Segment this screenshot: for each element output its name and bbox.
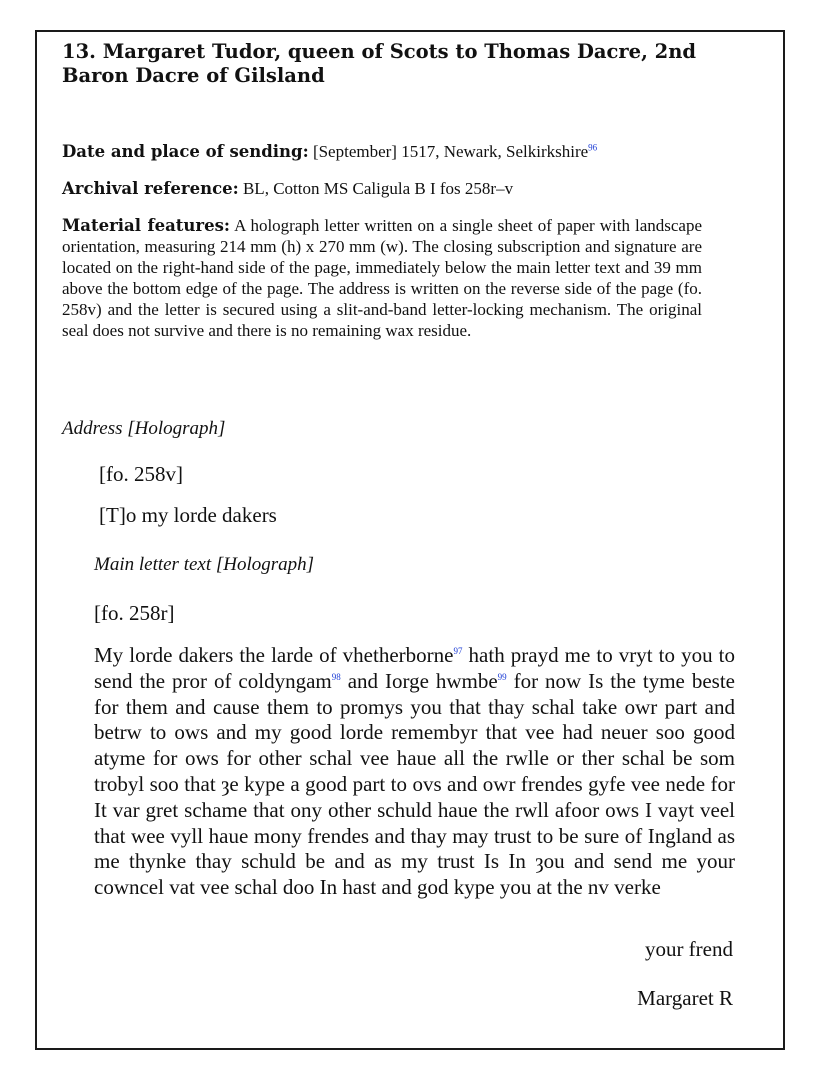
closing-subscription: your frend (644, 937, 733, 961)
address-heading: Address [Holograph] (62, 418, 226, 439)
features-value: A holograph letter written on a single sheet of paper with landscape orientation, measuring 214 mm (h) x 270 mm (w). The closing subscription and signature are located on the right-hand side of the page, immediately below the main letter text and 39 mm above the bottom edge of the page. The address is written on the reverse side of the page (fo. 258v) and the letter is secured using a slit-and-band letter-locking mechanism. The original seal does not survive and there is no remaining wax residue. (62, 216, 702, 340)
archive-value: BL, Cotton MS Caligula B I fos 258r–v (242, 179, 514, 198)
date-and-place (62, 141, 702, 162)
letter-text-segment: hath prayd me to vryt to you to send the pror of coldyngam (94, 643, 735, 693)
date-value: [September] 1517, Newark, Selkirkshire (312, 142, 589, 161)
address-folio: [fo. 258v] (99, 462, 183, 486)
main-letter-folio: [fo. 258r] (94, 601, 175, 625)
footnote-ref-97[interactable]: 97 (453, 646, 463, 656)
features-label: Material features: (62, 216, 230, 235)
letter-text-segment: My lorde dakers the larde of vhetherborne (94, 643, 454, 667)
footnote-ref-98[interactable]: 98 (331, 671, 341, 682)
address-text: [T]o my lorde dakers (99, 503, 277, 527)
signature: Margaret R (637, 986, 733, 1010)
letter-text-segment: for now Is the tyme beste for them and cause them to promys you that thay schal take owr part and betrw to ows and my good lorde remembyr that vee had neuer soo good atyme for ows for other schal vee haue all the rwlle or ther schal be som trobyl soo that ȝe kype a good part to ovs and owr frendes gyfe vee nede for It var gret schame that ony other schuld haue the rwll afoor ows I vayt veel that wee vyll haue mony frendes and thay may trust to be sure of Ingland as me thynke thay schuld be and as my trust Is In ȝou and send me your cowncel vat vee schal doo In hast and god kype you at the nv verke (94, 668, 735, 900)
archival-reference (62, 178, 702, 199)
letter-text-segment: and Iorge hwmbe (340, 668, 498, 693)
footnote-ref-96[interactable]: 96 (588, 142, 598, 153)
material-features (62, 215, 702, 341)
archive-label: Archival reference: (62, 179, 239, 198)
main-letter-body (94, 643, 735, 901)
main-letter-heading: Main letter text [Holograph] (94, 554, 315, 575)
date-label: Date and place of sending: (62, 142, 309, 161)
footnote-ref-99[interactable]: 99 (497, 671, 507, 682)
letter-title: 13. Margaret Tudor, queen of Scots to Thomas Dacre, 2nd Baron Dacre of Gilsland (62, 40, 697, 87)
